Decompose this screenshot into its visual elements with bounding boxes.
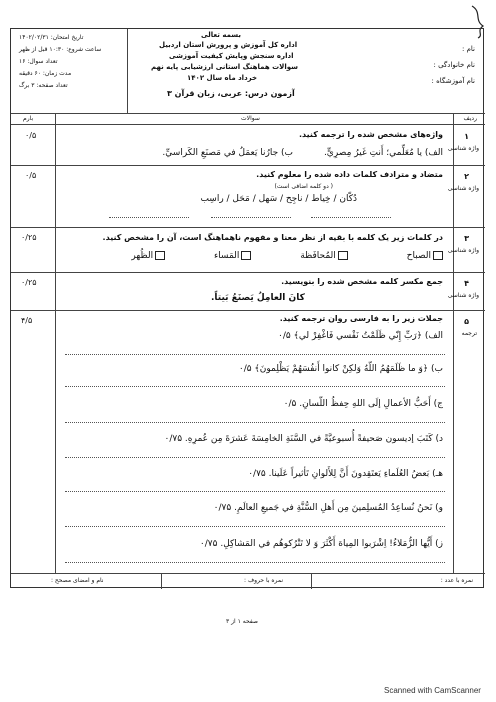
header-divider-left — [127, 29, 128, 113]
q5-answer-line-d[interactable] — [65, 457, 445, 458]
org-line-3: سوالات هماهنگ استانی ارزشیابی پایه نهم — [151, 63, 299, 71]
page-count: تعداد صفحه: ۳ برگ — [19, 82, 68, 89]
q2-words: دُکّان / خِياط / ناجِح / سَهل / مَحَل / راسِب — [200, 194, 357, 204]
q1-item-b: ب) جارُنا يَعمَلُ في مَصنَعِ الكَراسيِّ. — [162, 148, 293, 158]
q3-section: واژه شناسی — [447, 247, 479, 254]
q2-score: ۰/۵ — [25, 171, 37, 180]
q1-prompt: واژه‌های مشخص شده را ترجمه کنید. — [299, 130, 443, 139]
questions-header: سوالات — [241, 115, 260, 122]
bismillah: بسمه تعالی — [201, 31, 242, 39]
q3-option-1[interactable]: الصباح — [407, 251, 443, 261]
digits-score-label: نمره با عدد : — [440, 577, 473, 584]
table-header-line — [11, 124, 485, 125]
row-sep-4 — [11, 310, 485, 311]
page-number: صفحه ۱ از ۳ — [226, 618, 258, 625]
q4-section: واژه شناسی — [447, 292, 479, 299]
row-sep-2 — [11, 227, 485, 228]
q1-number: ۱ — [464, 132, 469, 141]
q3-number: ۳ — [464, 234, 469, 243]
q3-prompt: در کلمات زیر یک کلمه با بقیه از نظر معنا و مفهوم ناهماهنگ است، آن را مشخص کنید. — [102, 233, 443, 242]
org-line-2: اداره سنجش وپایش کیفیت آموزشی — [169, 52, 294, 60]
checkbox-icon[interactable] — [155, 251, 165, 260]
footer-top-line — [11, 573, 485, 574]
q2-number: ۲ — [464, 172, 469, 181]
q3-option-2[interactable]: المُحافَظة — [300, 251, 348, 261]
question-count: تعداد سوال: ۱۶ — [19, 58, 58, 65]
scanner-watermark: Scanned with CamScanner — [384, 686, 481, 695]
checkbox-icon[interactable] — [241, 251, 251, 260]
table-top-line — [11, 113, 485, 114]
q5-item-d: د) كَتَبَ إديسون صَحيفةً أُسبوعيَّةً في السَّنَةِ الخامِسَةَ عَشرَةَ مِن عُمرِهِ. ۰/۷۵ — [164, 434, 443, 444]
q3-score: ۰/۲۵ — [21, 233, 37, 242]
q5-answer-line-f[interactable] — [65, 526, 445, 527]
q5-item-e: هـ) بَعضُ العُلَماءِ يَعتَقِدونَ أَنَّ لِلأَلوانِ تَأثيراً عَلَينا. ۰/۷۵ — [248, 469, 443, 479]
footer-divider-1 — [311, 573, 312, 589]
q1-item-a: الف) يا مُعَلِّمي؛ أَنتِ غَيرُ مِصرِيٍّ. — [323, 148, 443, 158]
q5-item-a: الف) ﴿رَبِّ إِنّي ظَلَمْتُ نَفْسي فَاغْفِرْ لي﴾ ۰/۵ — [278, 331, 443, 341]
duration: مدت زمان: ۶۰ دقیقه — [19, 70, 72, 77]
q2-answer-blank-3[interactable] — [311, 217, 391, 218]
q3-options — [115, 251, 443, 261]
q5-answer-line-a[interactable] — [65, 354, 445, 355]
q1-score: ۰/۵ — [25, 131, 37, 140]
name-field-label: نام : — [462, 45, 475, 53]
school-field-label: نام آموزشگاه : — [431, 77, 475, 85]
q3-option-3[interactable]: المَساء — [214, 251, 251, 261]
row-sep-3 — [11, 272, 485, 273]
exam-sheet — [10, 28, 484, 588]
exam-title: آزمون درس: عربی، زبان قرآن ۳ — [167, 89, 295, 98]
q5-answer-line-c[interactable] — [65, 422, 445, 423]
exam-date: تاریخ امتحان: ۱۴۰۲/۰۲/۳۱ — [19, 34, 84, 41]
q2-note: ( دو کلمه اضافی است) — [274, 183, 333, 190]
org-line-1: اداره کل آموزش و پرورش استان اردبیل — [159, 41, 298, 49]
row-column-divider — [453, 113, 454, 573]
q5-answer-line-g[interactable] — [65, 562, 445, 563]
row-sep-1 — [11, 165, 485, 166]
q2-section: واژه شناسی — [447, 185, 479, 192]
q5-item-g: ز) أَيُّها الزُّمَلاءُ! اِشْرَبوا المِياهَ أَكْثَرَ وَ لا تَتْرُكوهُم في المَشاكِلِ. ۰/۷۵ — [199, 539, 443, 549]
org-line-4: خرداد ماه سال ۱۴۰۲ — [187, 74, 258, 82]
q5-answer-line-b[interactable] — [65, 386, 445, 387]
corrector-label: نام و امضای مصحح : — [51, 577, 104, 584]
q3-option-4[interactable]: الظُهر — [131, 251, 165, 261]
checkbox-icon[interactable] — [338, 251, 348, 260]
q2-answer-blank-1[interactable] — [109, 217, 189, 218]
checkbox-icon[interactable] — [433, 251, 443, 260]
q5-section: ترجمه — [461, 330, 477, 337]
q5-score: ۴/۵ — [21, 316, 33, 325]
q5-answer-line-e[interactable] — [65, 491, 445, 492]
q5-item-f: و) نَحنُ نُساعِدُ المُسلِمينَ مِن أَهلِ السُّنَّةِ في جَميعِ العالَمِ. ۰/۷۵ — [213, 503, 443, 513]
q5-number: ۵ — [464, 317, 469, 326]
row-header: ردیف — [463, 115, 477, 122]
q5-item-c: ج) أَحَبُّ الأعمالِ إلَى اللهِ حِفظُ اللّسانِ. ۰/۵ — [283, 399, 443, 409]
family-field-label: نام خانوادگی : — [433, 61, 475, 69]
q4-sentence: كانَ العامِلُ يَصنَعُ بَيتاً. — [211, 293, 305, 303]
q1-section: واژه شناسی — [447, 145, 479, 152]
q5-item-b: ب) ﴿وَ ما ظَلَمَهُمُ اللّهُ وَلكِنْ كانوا أَنفُسَهُمْ يَظْلِمونَ﴾ ۰/۵ — [238, 364, 443, 374]
footer-divider-2 — [161, 573, 162, 589]
score-column-divider — [55, 113, 56, 573]
start-time: ساعت شروع: ۱۰:۳۰ قبل از ظهر — [19, 46, 102, 53]
q4-prompt: جمع مکسر کلمه مشخص شده را بنویسید. — [281, 277, 443, 286]
q2-prompt: متضاد و مترادف کلمات داده شده را معلوم کنید. — [256, 170, 443, 179]
q2-answer-blank-2[interactable] — [211, 217, 291, 218]
q4-number: ۴ — [464, 279, 469, 288]
letters-score-label: نمره با حروف : — [244, 577, 283, 584]
score-header: بارم — [23, 115, 34, 122]
q5-prompt: جملات زیر را به فارسی روان ترجمه کنید. — [279, 314, 443, 323]
q4-score: ۰/۲۵ — [21, 278, 37, 287]
